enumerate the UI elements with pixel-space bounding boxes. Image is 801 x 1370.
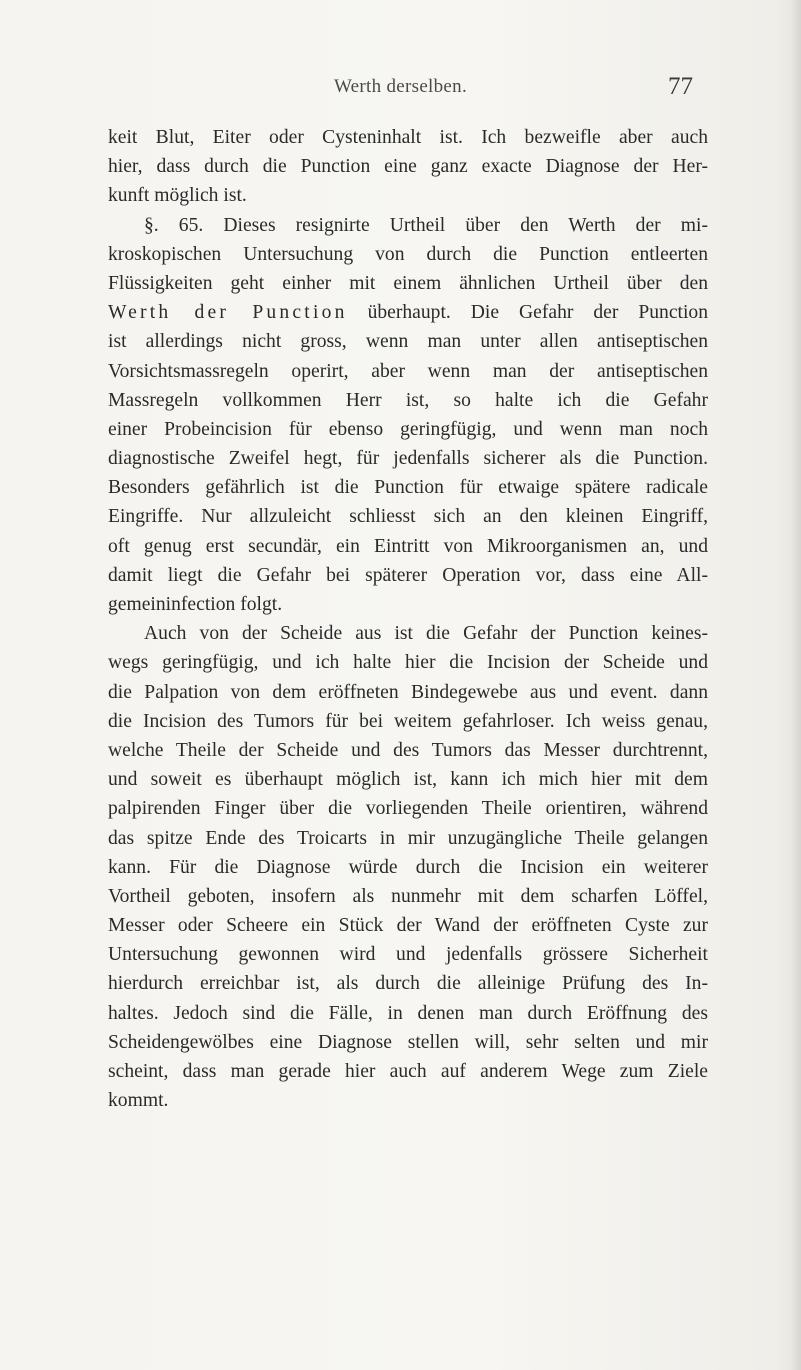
running-title: Werth derselben. xyxy=(333,76,468,97)
text-line: Auch von der Scheide aus ist die Gefahr der Punction keines- xyxy=(144,623,708,645)
text-line: hierdurch erreichbar ist, als durch die alleinige Prüfung des In- xyxy=(108,973,708,995)
page-edge-shadow xyxy=(791,0,801,1370)
text-line: scheint, dass man gerade hier auch auf anderem Wege zum Ziele xyxy=(108,1061,708,1082)
text-line: Besonders gefährlich ist die Punction für etwaige spätere radicale xyxy=(108,477,708,499)
text-line: oft genug erst secundär, ein Eintritt von Mikroorganismen an, und xyxy=(108,535,708,557)
text-line: Messer oder Scheere ein Stück der Wand der eröffneten Cyste zur xyxy=(108,915,708,937)
text-line: welche Theile der Scheide und des Tumors das Messer durchtrennt, xyxy=(108,739,708,761)
spaced-emphasis: Werth der Punction xyxy=(108,302,348,324)
text-line: Vorsichtsmassregeln operirt, aber wenn man der antiseptischen xyxy=(108,360,708,382)
text-line: haltes. Jedoch sind die Fälle, in denen man durch Eröffnung des xyxy=(108,1002,708,1024)
text-line-rest: überhaupt. Die Gefahr der Punction xyxy=(367,302,708,324)
text-line: kroskopischen Untersuchung von durch die Punction entleerten xyxy=(108,243,708,265)
text-line: das spitze Ende des Troicarts in mir unzugängliche Theile gelangen xyxy=(108,827,708,849)
text-line: Massregeln vollkommen Herr ist, so halte ich die Gefahr xyxy=(108,389,708,411)
text-line: Vortheil geboten, insofern als nunmehr mit dem scharfen Löffel, xyxy=(108,885,708,907)
text-line: kunft möglich ist. xyxy=(108,185,247,207)
text-line: kommt. xyxy=(108,1090,169,1112)
text-line: damit liegt die Gefahr bei späterer Operation vor, dass eine All- xyxy=(108,564,708,586)
text-line: gemeininfection folgt. xyxy=(108,594,283,615)
text-line: hier, dass durch die Punction eine ganz exacte Diagnose der Her- xyxy=(108,156,708,178)
text-line: die Incision des Tumors für bei weitem gefahrloser. Ich weiss genau, xyxy=(108,710,708,732)
text-line: die Palpation von dem eröffneten Bindegewebe aus und event. dann xyxy=(108,681,708,703)
body-text xyxy=(108,123,708,1115)
text-line: Flüssigkeiten geht einher mit einem ähnlichen Urtheil über den xyxy=(108,272,708,294)
text-line: §. 65. Dieses resignirte Urtheil über den Werth der mi- xyxy=(144,214,708,236)
text-line: und soweit es überhaupt möglich ist, kann ich mich hier mit dem xyxy=(108,769,708,791)
text-line: keit Blut, Eiter oder Cysteninhalt ist. Ich bezweifle aber auch xyxy=(108,127,708,148)
text-line: kann. Für die Diagnose würde durch die Incision ein weiterer xyxy=(108,856,708,878)
running-head xyxy=(0,73,801,106)
page-number: 77 xyxy=(668,73,693,100)
text-line: Scheidengewölbes eine Diagnose stellen will, sehr selten und mir xyxy=(108,1031,708,1053)
text-line: Eingriffe. Nur allzuleicht schliesst sich an den kleinen Eingriff, xyxy=(108,506,708,528)
text-line: palpirenden Finger über die vorliegenden Theile orientiren, während xyxy=(108,798,708,820)
text-line: ist allerdings nicht gross, wenn man unter allen antiseptischen xyxy=(108,331,708,353)
text-line: wegs geringfügig, und ich halte hier die Incision der Scheide und xyxy=(108,652,708,674)
text-line: Untersuchung gewonnen wird und jedenfalls grössere Sicherheit xyxy=(108,944,708,966)
text-line: einer Probeincision für ebenso geringfügig, und wenn man noch xyxy=(108,418,708,440)
text-line-spaced xyxy=(108,298,708,327)
text-line: diagnostische Zweifel hegt, für jedenfalls sicherer als die Punction. xyxy=(108,448,708,470)
